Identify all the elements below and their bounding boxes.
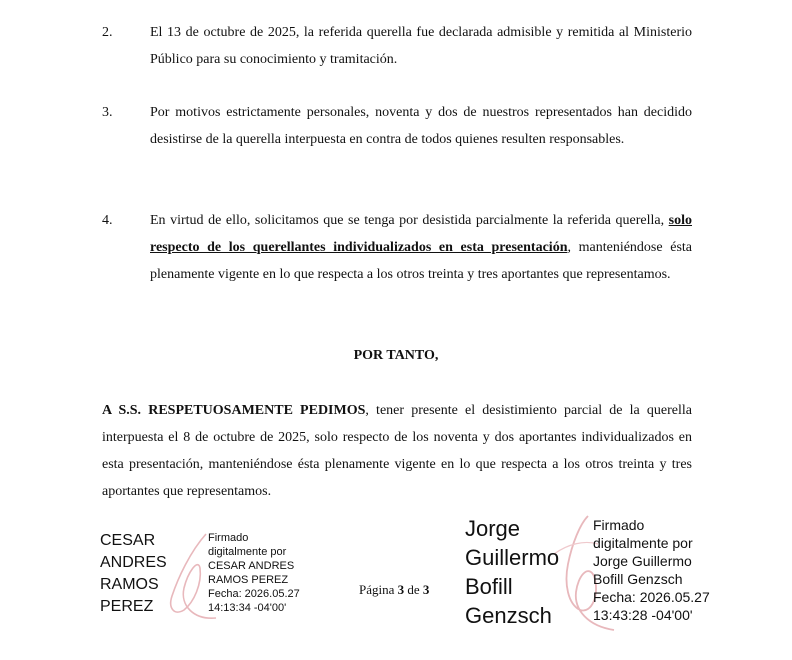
signature-info-line: RAMOS PEREZ: [208, 574, 289, 586]
closing-request: [102, 397, 692, 505]
signature-info-line: digitalmente por: [208, 546, 287, 558]
signer-name-line: CESAR: [100, 532, 156, 549]
page-of: de: [407, 582, 420, 597]
signer-name-line: Jorge: [465, 516, 521, 541]
underlined-emphasis: solo respecto de los querellantes individualizados en esta presentación: [150, 213, 692, 255]
paragraph-text: Por motivos estrictamente personales, noventa y dos de nuestros representados han decidido desistirse de la querella interpuesta en contra de todos quienes resulten responsables.: [150, 105, 692, 147]
page-current: 3: [397, 582, 405, 597]
paragraph-number: 2.: [102, 25, 113, 40]
signer-name-right: [465, 514, 559, 630]
page-number: [359, 582, 429, 598]
paragraph-text: [150, 207, 692, 288]
signature-info-line: 14:13:34 -04'00': [208, 602, 287, 614]
page-label: Página: [359, 582, 395, 597]
closing-bold-lead: A S.S. RESPETUOSAMENTE PEDIMOS: [102, 403, 366, 418]
paragraph-text-start: En virtud de ello, solicitamos que se tenga por desistida parcialmente la referida querella,: [150, 213, 669, 228]
signer-name-line: ANDRES: [100, 554, 167, 571]
digital-signature-info-left: [208, 531, 300, 615]
signer-name-left: [100, 530, 167, 618]
signature-info-line: Jorge Guillermo: [593, 553, 692, 569]
signature-info-line: Fecha: 2026.05.27: [208, 588, 300, 600]
signature-info-line: Firmado: [593, 517, 645, 533]
closing-text: , tener presente el desistimiento parcial de la querella interpuesta el 8 de octubre de 2025, solo respecto de los noventa y dos aportantes individualizados en esta presentación, manteniéndose ésta plenamente vigente en lo que respecta a los otros treinta y tres aportantes que representamos.: [102, 403, 692, 499]
signer-name-line: Guillermo: [465, 545, 560, 570]
digital-signature-info-right: [593, 516, 710, 624]
numbered-paragraph-3: [102, 99, 692, 153]
numbered-paragraph-4: [102, 207, 692, 288]
signer-name-line: Genzsch: [465, 603, 552, 628]
signer-name-line: Bofill: [465, 574, 513, 599]
por-tanto-heading: POR TANTO,: [353, 348, 439, 363]
paragraph-text: El 13 de octubre de 2025, la referida querella fue declarada admisible y remitida al Ministerio Público para su conocimiento y tramitación.: [150, 25, 692, 67]
signature-info-line: CESAR ANDRES: [208, 560, 295, 572]
paragraph-text-end: , manteniéndose ésta plenamente vigente en lo que respecta a los otros treinta y tres aportantes que representamos.: [150, 240, 692, 282]
numbered-paragraph-2: [102, 19, 692, 73]
paragraph-number: 4.: [102, 213, 113, 228]
page-total: 3: [422, 582, 430, 597]
signer-name-line: PEREZ: [100, 598, 154, 615]
signature-info-line: Firmado: [208, 532, 249, 544]
signature-info-line: 13:43:28 -04'00': [593, 607, 693, 623]
signer-name-line: RAMOS: [100, 576, 159, 593]
signature-info-line: Fecha: 2026.05.27: [593, 589, 710, 605]
paragraph-number: 3.: [102, 105, 113, 120]
signature-info-line: digitalmente por: [593, 535, 693, 551]
signature-info-line: Bofill Genzsch: [593, 571, 683, 587]
